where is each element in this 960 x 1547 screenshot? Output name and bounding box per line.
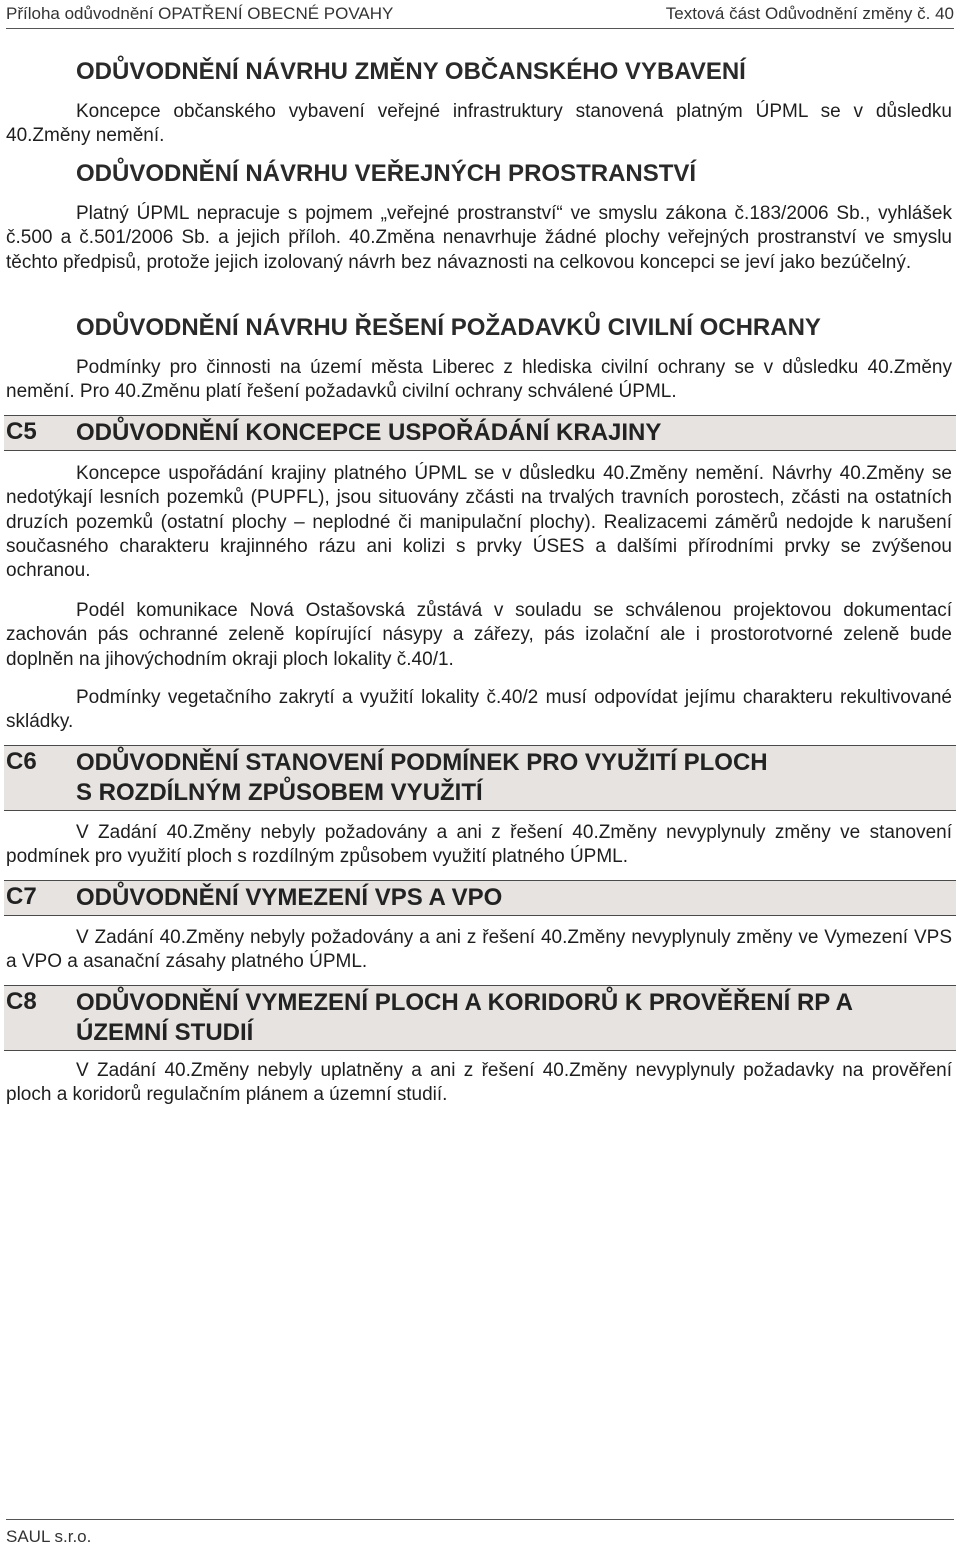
section-title: [76, 748, 768, 808]
section-heading-c7: [4, 880, 956, 916]
paragraph-c7: V Zadání 40.Změny nebyly požadovány a ani z řešení 40.Změny nevyplynuly změny ve Vymezení VPS a VPO a asanační zásahy platného ÚPML.: [6, 927, 952, 973]
running-footer: [6, 1519, 954, 1544]
section-title-line: ODŮVODNĚNÍ STANOVENÍ PODMÍNEK PRO VYUŽITÍ PLOCH: [76, 749, 768, 776]
section-heading-c8: [4, 985, 956, 1051]
paragraph-civilni-ochrana: Podmínky pro činnosti na území města Liberec z hlediska civilní ochrany se v důsledku 40.Změny nemění. Pro 40.Změnu platí řešení požadavků civilní ochrany schválené ÚPML.: [6, 357, 952, 403]
paragraph-c5-komunikace: Podél komunikace Nová Ostašovská zůstává v souladu se schválenou projektovou dokumentací zachován pás ochranné zeleně kopírující násypy a zářezy, pás izolační ale i prostorotvorné zeleně bude doplněn na jihovýchodním okraji ploch lokality č.40/1.: [6, 600, 952, 670]
section-title-line: ODŮVODNĚNÍ VYMEZENÍ PLOCH A KORIDORŮ K PROVĚŘENÍ RP A: [76, 989, 853, 1016]
section-title: ODŮVODNĚNÍ KONCEPCE USPOŘÁDÁNÍ KRAJINY: [76, 419, 662, 446]
heading-civilni-ochrana: ODŮVODNĚNÍ NÁVRHU ŘEŠENÍ POŽADAVKŮ CIVILNÍ OCHRANY: [76, 314, 821, 341]
section-title: ODŮVODNĚNÍ VYMEZENÍ VPS A VPO: [76, 884, 503, 911]
section-number: C7: [6, 883, 37, 910]
section-heading-c6: [4, 745, 956, 811]
paragraph-c5-lokalita: Podmínky vegetačního zakrytí a využití lokality č.40/2 musí odpovídat jejímu charakteru rekultivované skládky.: [6, 687, 952, 733]
section-number: C8: [6, 988, 37, 1015]
section-title-line: S ROZDÍLNÝM ZPŮSOBEM VYUŽITÍ: [76, 779, 483, 806]
heading-verejna-prostranstvi: ODŮVODNĚNÍ NÁVRHU VEŘEJNÝCH PROSTRANSTVÍ: [76, 160, 697, 187]
header-left-text: Příloha odůvodnění OPATŘENÍ OBECNÉ POVAHY: [6, 4, 394, 23]
section-title-line: ÚZEMNÍ STUDIÍ: [76, 1019, 254, 1046]
footer-company: SAUL s.r.o.: [6, 1527, 92, 1546]
section-number: C6: [6, 748, 37, 775]
paragraph-obcanske-vybaveni: Koncepce občanského vybavení veřejné infrastruktury stanovená platným ÚPML se v důsledku 40.Změny nemění.: [6, 101, 952, 147]
section-number: C5: [6, 418, 37, 445]
paragraph-c5-koncepce: Koncepce uspořádání krajiny platného ÚPML se v důsledku 40.Změny nemění. Návrhy 40.Změny se nedotýkají lesních pozemků (PUPFL), jsou situovány zčásti na trvalých travních porostech, zčásti na ostatních druzích pozemků (ostatní plochy – neplodné či manipulační plochy). Realizacemi záměrů nedojde k narušení současného charakteru krajinného rázu ani kolizi s prvky ÚSES a dalšími přírodními prvky se zvýšenou ochranou.: [6, 463, 952, 582]
paragraph-verejna-prostranstvi: Platný ÚPML nepracuje s pojmem „veřejné prostranství“ ve smyslu zákona č.183/2006 Sb., vyhlášek č.500 a č.501/2006 Sb. a jejich příloh. 40.Změna nenavrhuje žádné plochy veřejných prostranství ve smyslu těchto předpisů, protože jejich izolovaný návrh bez návaznosti na celkovou koncepci se jeví jako bezúčelný.: [6, 203, 952, 273]
section-title: [76, 988, 853, 1048]
heading-obcanske-vybaveni: ODŮVODNĚNÍ NÁVRHU ZMĚNY OBČANSKÉHO VYBAVENÍ: [76, 58, 746, 85]
running-header: [6, 2, 954, 29]
paragraph-c8: V Zadání 40.Změny nebyly uplatněny a ani z řešení 40.Změny nevyplynuly požadavky na prověření ploch a koridorů regulačním plánem a územní studií.: [6, 1060, 952, 1106]
header-right-text: Textová část Odůvodnění změny č. 40: [665, 4, 954, 23]
paragraph-c6: V Zadání 40.Změny nebyly požadovány a ani z řešení 40.Změny nevyplynuly změny ve stanovení podmínek pro využití ploch s rozdílným způsobem využití platného ÚPML.: [6, 822, 952, 868]
section-heading-c5: [4, 415, 956, 451]
